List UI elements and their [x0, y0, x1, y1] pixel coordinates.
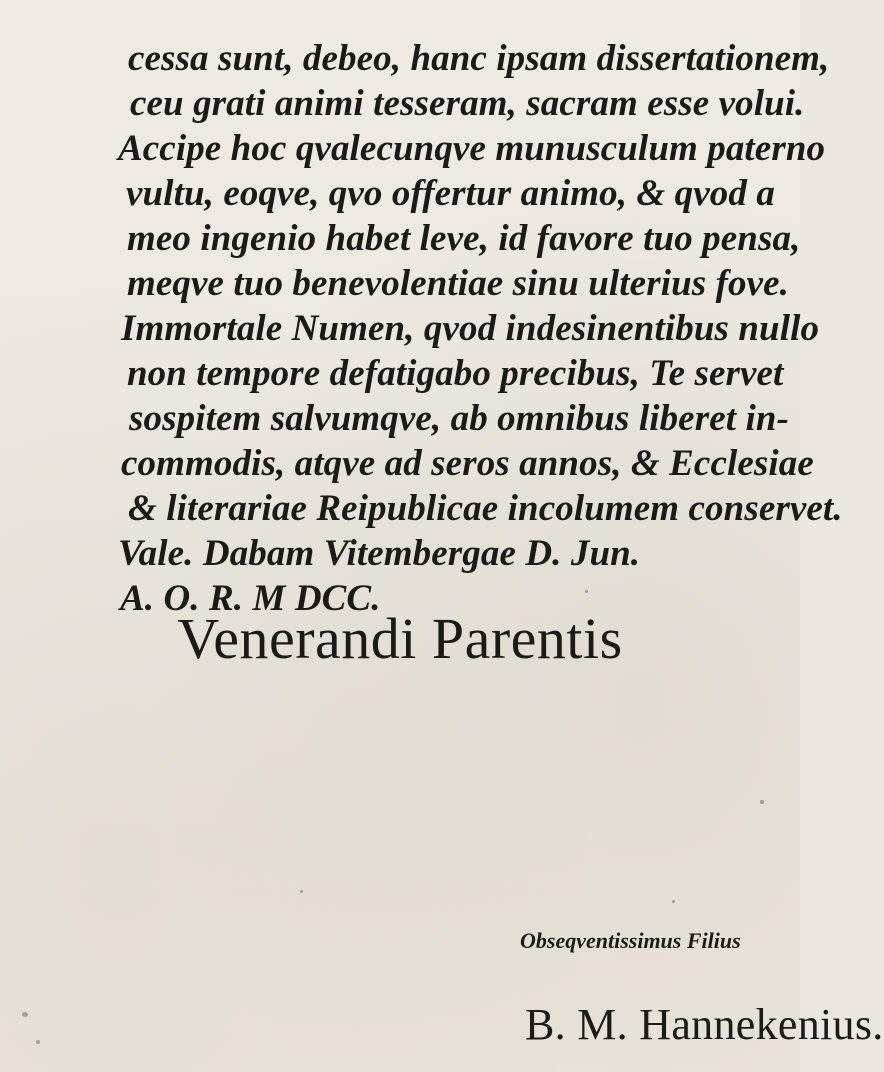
letter-line: meo ingenio habet leve, id favore tuo pensa,	[127, 218, 801, 259]
letter-line: cessa sunt, debeo, hanc ipsam dissertationem,	[128, 38, 830, 79]
letter-line: non tempore defatigabo precibus, Te servet	[127, 353, 784, 394]
letter-line: Accipe hoc qvalecunqve munusculum paterno	[118, 128, 826, 169]
paper-speckle	[760, 800, 764, 804]
paper-speckle	[36, 1040, 40, 1044]
letter-line: & literariae Reipublicae incolumem conservet.	[128, 488, 843, 529]
letter-line: sospitem salvumqve, ab omnibus liberet in-	[129, 398, 789, 439]
paper-speckle	[585, 590, 588, 593]
letter-line: Vale. Dabam Vitembergae D. Jun.	[118, 533, 641, 574]
author-signature: B. M. Hannekenius.	[525, 1000, 884, 1049]
letter-line: ceu grati animi tesseram, sacram esse volui.	[130, 83, 805, 124]
paper-speckle	[300, 890, 303, 893]
closing-subscript: Obseqventissimus Filius	[520, 928, 741, 953]
closing-heading: Venerandi Parentis	[177, 606, 623, 671]
paper-speckle	[672, 900, 675, 903]
letter-line: commodis, atqve ad seros annos, & Ecclesiae	[121, 443, 814, 484]
letter-body	[118, 36, 843, 621]
letter-line: A. O. R. M DCC.	[120, 578, 381, 619]
letter-line: Immortale Numen, qvod indesinentibus nullo	[121, 308, 820, 349]
letter-line: meqve tuo benevolentiae sinu ulterius fove.	[127, 263, 790, 304]
letter-line: vultu, eoqve, qvo offertur animo, & qvod a	[126, 173, 775, 214]
paper-speckle	[22, 1012, 28, 1017]
